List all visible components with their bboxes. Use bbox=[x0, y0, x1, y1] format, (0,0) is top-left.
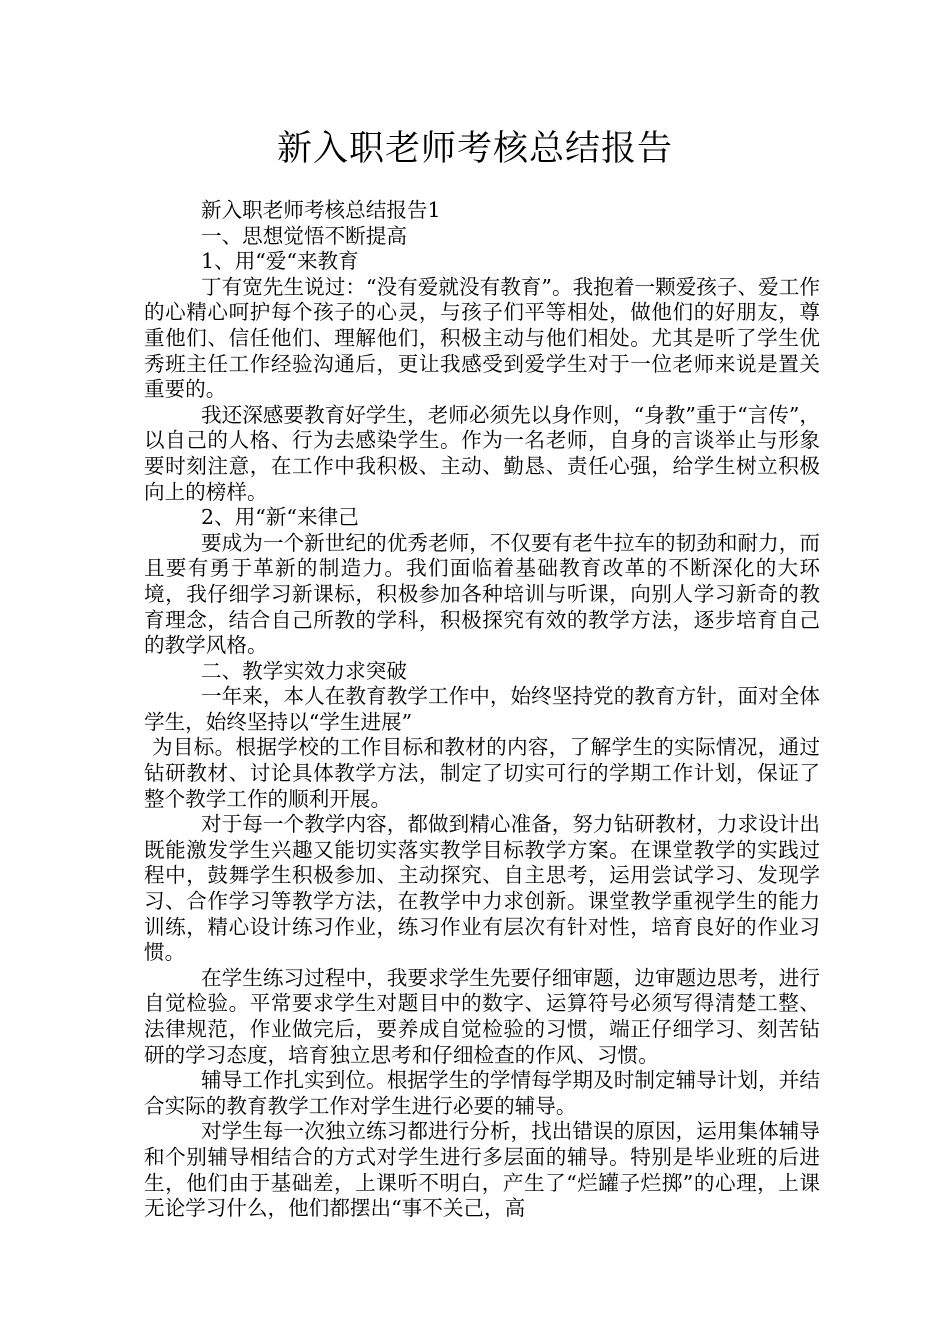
subsection-heading-2: 2、用“新“来律己 bbox=[201, 505, 359, 530]
document-body bbox=[144, 198, 820, 1222]
body-paragraph: 辅导工作扎实到位。根据学生的学情每学期及时制定辅导计划，并结合实际的教育教学工作对学生进行必要的辅导。 bbox=[144, 1068, 820, 1118]
subsection-heading-1: 1、用“爱“来教育 bbox=[201, 249, 359, 274]
body-paragraph: 对学生每一次独立练习都进行分析，找出错误的原因，运用集体辅导和个别辅导相结合的方式对学生进行多层面的辅导。特别是毕业班的后进生，他们由于基础差，上课听不明白，产生了“烂罐子烂掷”的心理，上课无论学习什么，他们都摆出“事不关己，高 bbox=[144, 1119, 820, 1221]
body-paragraph: 我还深感要教育好学生，老师必须先以身作则，“身教”重于“言传”，以自己的人格、行为去感染学生。作为一名老师，自身的言谈举止与形象要时刻注意，在工作中我积极、主动、勤恳、责任心强，给学生树立积极向上的榜样。 bbox=[144, 402, 820, 504]
document-title: 新入职老师考核总结报告 bbox=[276, 129, 673, 169]
section-heading-1: 一、思想觉悟不断提高 bbox=[201, 223, 407, 248]
body-paragraph: 在学生练习过程中，我要求学生先要仔细审题，边审题边思考，进行自觉检验。平常要求学生对题目中的数字、运算符号必须写得清楚工整、法律规范，作业做完后，要养成自觉检验的习惯，端正仔细学习、刻苦钻研的学习态度，培育独立思考和仔细检查的作风、习惯。 bbox=[144, 965, 820, 1067]
body-paragraph: 一年来，本人在教育教学工作中，始终坚持党的教育方针，面对全体学生，始终坚持以“学生进展” bbox=[144, 684, 820, 734]
body-paragraph: 丁有宽先生说过：“没有爱就没有教育”。我抱着一颗爱孩子、爱工作的心精心呵护每个孩子的心灵，与孩子们平等相处，做他们的好朋友，尊重他们、信任他们、理解他们，积极主动与他们相处。尤其是听了学生优秀班主任工作经验沟通后，更让我感受到爱学生对于一位老师来说是置关重要的。 bbox=[144, 274, 820, 402]
report-subtitle: 新入职老师考核总结报告1 bbox=[201, 198, 441, 222]
section-heading-2: 二、教学实效力求突破 bbox=[201, 658, 407, 683]
body-paragraph: 为目标。根据学校的工作目标和教材的内容，了解学生的实际情况，通过钻研教材、讨论具体教学方法，制定了切实可行的学期工作计划，保证了整个教学工作的顺利开展。 bbox=[144, 735, 820, 811]
body-paragraph: 对于每一个教学内容，都做到精心准备，努力钻研教材，力求设计出既能激发学生兴趣又能切实落实教学目标教学方案。在课堂教学的实践过程中，鼓舞学生积极参加、主动探究、自主思考，运用尝试学习、发现学习、合作学习等教学方法，在教学中力求创新。课堂教学重视学生的能力训练，精心设计练习作业，练习作业有层次有针对性，培育良好的作业习惯。 bbox=[144, 812, 820, 965]
body-paragraph: 要成为一个新世纪的优秀老师，不仅要有老牛拉车的韧劲和耐力，而且要有勇于革新的制造力。我们面临着基础教育改革的不断深化的大环境，我仔细学习新课标，积极参加各种培训与听课，向别人学习新奇的教育理念，结合自己所教的学科，积极探究有效的教学方法，逐步培育自己的教学风格。 bbox=[144, 530, 820, 658]
